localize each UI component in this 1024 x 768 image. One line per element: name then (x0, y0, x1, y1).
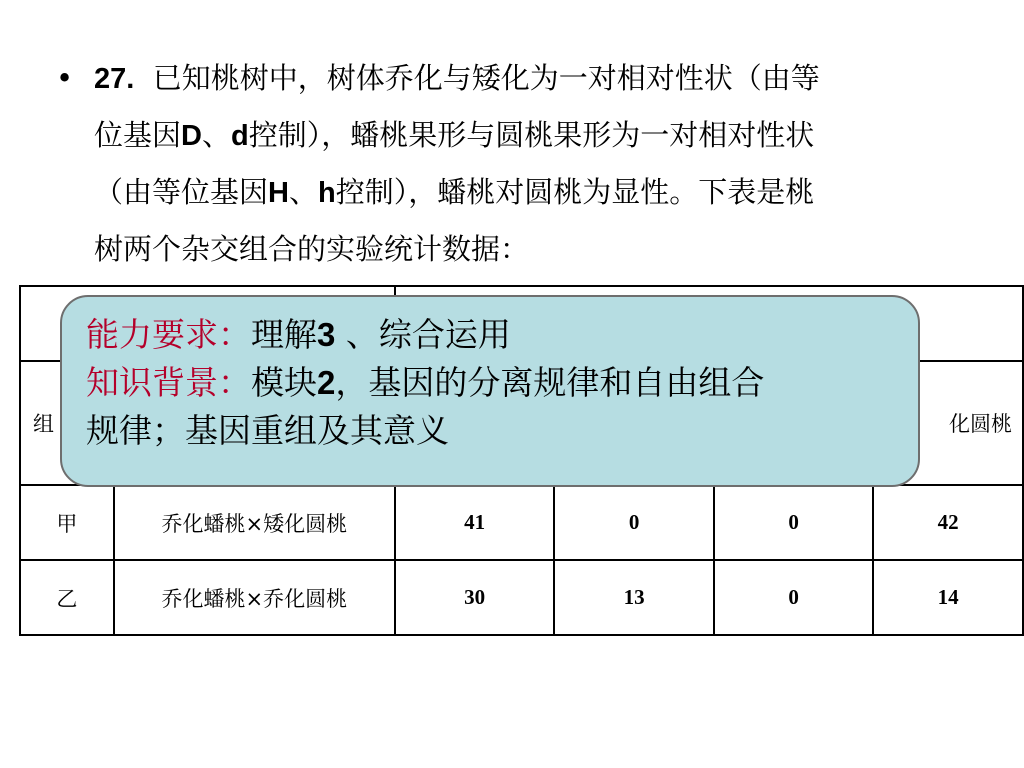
question-number-sep: . (126, 63, 135, 95)
knowledge-text-c: 规律；基因重组及其意义 (86, 411, 449, 450)
ability-text-b: 、综合运用 (335, 315, 511, 354)
knowledge-num: 2 (317, 364, 336, 401)
ability-label: 能力要求： (86, 315, 251, 354)
ability-line (86, 311, 918, 359)
text-run: 树两个杂交组合的实验统计数据： (94, 232, 530, 266)
ability-num: 3 (317, 316, 336, 353)
question-text (94, 50, 974, 277)
value-cell: 42 (873, 485, 1023, 560)
bullet-marker: • (56, 61, 74, 95)
knowledge-line-2 (86, 407, 918, 455)
table-row (20, 485, 1023, 560)
value-cell: 13 (554, 560, 714, 635)
knowledge-text-a: 模块 (251, 363, 317, 402)
ability-text-a: 理解 (251, 315, 317, 354)
cross-cell: 乔化蟠桃×矮化圆桃 (114, 485, 395, 560)
value-cell: 0 (714, 560, 873, 635)
group-cell: 甲 (20, 485, 114, 560)
text-run: （由等位基因 (94, 175, 269, 209)
value-cell: 41 (395, 485, 555, 560)
value-cell: 14 (873, 560, 1023, 635)
value-cell: 30 (395, 560, 555, 635)
text-run: 、 (201, 118, 231, 152)
question-number: 27 (94, 63, 127, 95)
header-col4-label: 化圆桃 (949, 412, 1012, 436)
question-line-4 (94, 221, 974, 277)
value-cell: 0 (554, 485, 714, 560)
knowledge-text-b: ，基因的分离规律和自由组合 (335, 363, 765, 402)
table-row (20, 560, 1023, 635)
value-cell: 0 (714, 485, 873, 560)
text-run: 、 (288, 175, 318, 209)
knowledge-line (86, 359, 918, 407)
allele-h: h (317, 177, 336, 209)
allele-H: H (268, 177, 289, 209)
group-cell: 乙 (20, 560, 114, 635)
text-run: 控制），蟠桃对圆桃为显性。下表是桃 (335, 175, 815, 209)
text-run: 位基因 (94, 118, 182, 152)
question-line-1 (94, 50, 974, 107)
allele-d: d (230, 120, 249, 152)
header-group-label: 组 (33, 412, 54, 436)
knowledge-label: 知识背景： (86, 363, 251, 402)
question-line-3 (94, 164, 974, 221)
question-line-2 (94, 107, 974, 164)
question-line-1-text: 已知桃树中，树体乔化与矮化为一对相对性状（由等 (152, 61, 820, 95)
allele-D: D (181, 120, 202, 152)
cross-cell: 乔化蟠桃×乔化圆桃 (114, 560, 395, 635)
text-run: 控制），蟠桃果形与圆桃果形为一对相对性状 (248, 118, 815, 152)
ability-callout (60, 295, 920, 487)
